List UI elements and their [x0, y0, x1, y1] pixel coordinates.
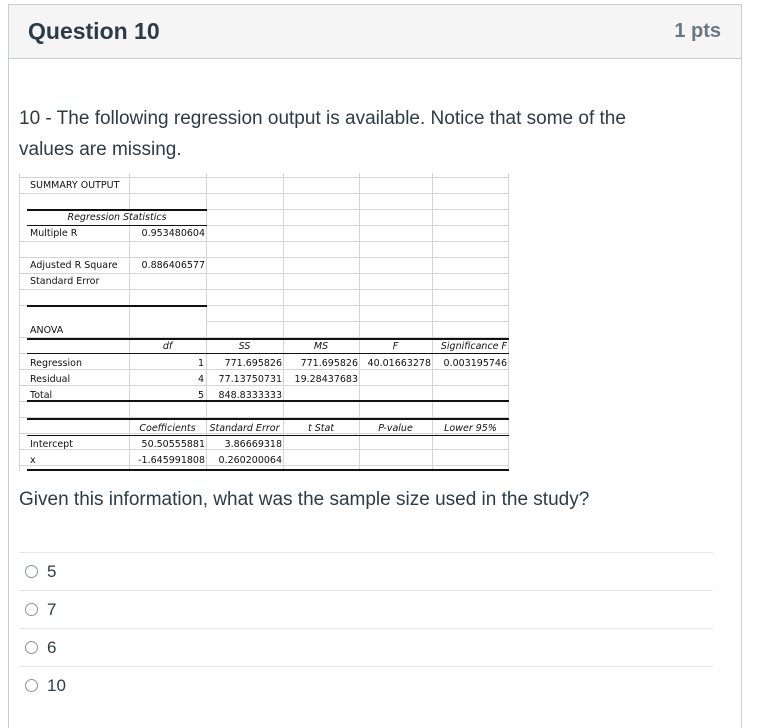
- anova-sigf-header: Significance F: [440, 341, 507, 352]
- anova-residual-label: Residual: [30, 374, 71, 385]
- adj-r-square-value: 0.886406577: [141, 260, 205, 271]
- answer-label: 5: [47, 561, 57, 581]
- intercept-se: 3.86669318: [224, 439, 282, 450]
- anova-residual-df: 4: [197, 374, 204, 385]
- tstat-header: t Stat: [307, 423, 335, 434]
- anova-regression-df: 1: [197, 358, 204, 369]
- anova-total-label: Total: [30, 390, 53, 401]
- regression-statistics-title: Regression Statistics: [67, 212, 167, 223]
- anova-total-ss: 848.8333333: [218, 390, 282, 401]
- question-points: 1 pts: [674, 20, 721, 42]
- answer-option[interactable]: [19, 666, 713, 704]
- anova-ss-header: SS: [238, 341, 251, 352]
- answer-option[interactable]: [19, 590, 713, 628]
- se-header: Standard Error: [209, 423, 280, 434]
- x-coef: -1.645991808: [138, 455, 205, 466]
- anova-title: ANOVA: [30, 325, 64, 336]
- x-label: x: [30, 455, 36, 466]
- answer-label: 6: [47, 637, 57, 657]
- radio-button[interactable]: [25, 679, 38, 692]
- anova-regression-label: Regression: [30, 358, 82, 369]
- anova-regression-sigf: 0.003195746: [443, 358, 507, 369]
- radio-button[interactable]: [25, 565, 38, 578]
- anova-ms-header: MS: [313, 341, 329, 352]
- adj-r-square-label: Adjusted R Square: [30, 260, 118, 271]
- answer-list: [19, 552, 713, 704]
- intercept-label: Intercept: [30, 439, 73, 450]
- lower95-header: Lower 95%: [444, 423, 497, 434]
- intercept-coef: 50.50555881: [141, 439, 205, 450]
- answer-label: 7: [47, 599, 57, 619]
- radio-button[interactable]: [25, 641, 38, 654]
- anova-regression-f: 40.01663278: [367, 358, 431, 369]
- multiple-r-label: Multiple R: [30, 228, 78, 239]
- radio-button[interactable]: [25, 603, 38, 616]
- regression-output-image: [19, 173, 507, 471]
- question-intro: 10 - The following regression output is available. Notice that some of the values are missing.: [19, 108, 626, 160]
- anova-residual-ms: 19.28437683: [294, 374, 358, 385]
- answer-option[interactable]: [19, 552, 713, 590]
- anova-df-header: df: [162, 341, 173, 352]
- anova-regression-ss: 771.695826: [224, 358, 282, 369]
- anova-f-header: F: [392, 341, 399, 352]
- pvalue-header: P-value: [378, 423, 413, 434]
- x-se: 0.260200064: [218, 455, 282, 466]
- answer-option[interactable]: [19, 628, 713, 666]
- answer-label: 10: [47, 675, 66, 695]
- anova-total-df: 5: [197, 390, 204, 401]
- anova-residual-ss: 77.13750731: [218, 374, 282, 385]
- multiple-r-value: 0.953480604: [141, 228, 205, 239]
- summary-output-label: SUMMARY OUTPUT: [30, 180, 120, 191]
- question-header: [9, 5, 741, 59]
- question-prompt: Given this information, what was the sample size used in the study?: [19, 489, 590, 510]
- anova-regression-ms: 771.695826: [300, 358, 358, 369]
- question-title: Question 10: [28, 18, 160, 44]
- std-error-label: Standard Error: [30, 276, 100, 287]
- coef-header: Coefficients: [139, 423, 196, 434]
